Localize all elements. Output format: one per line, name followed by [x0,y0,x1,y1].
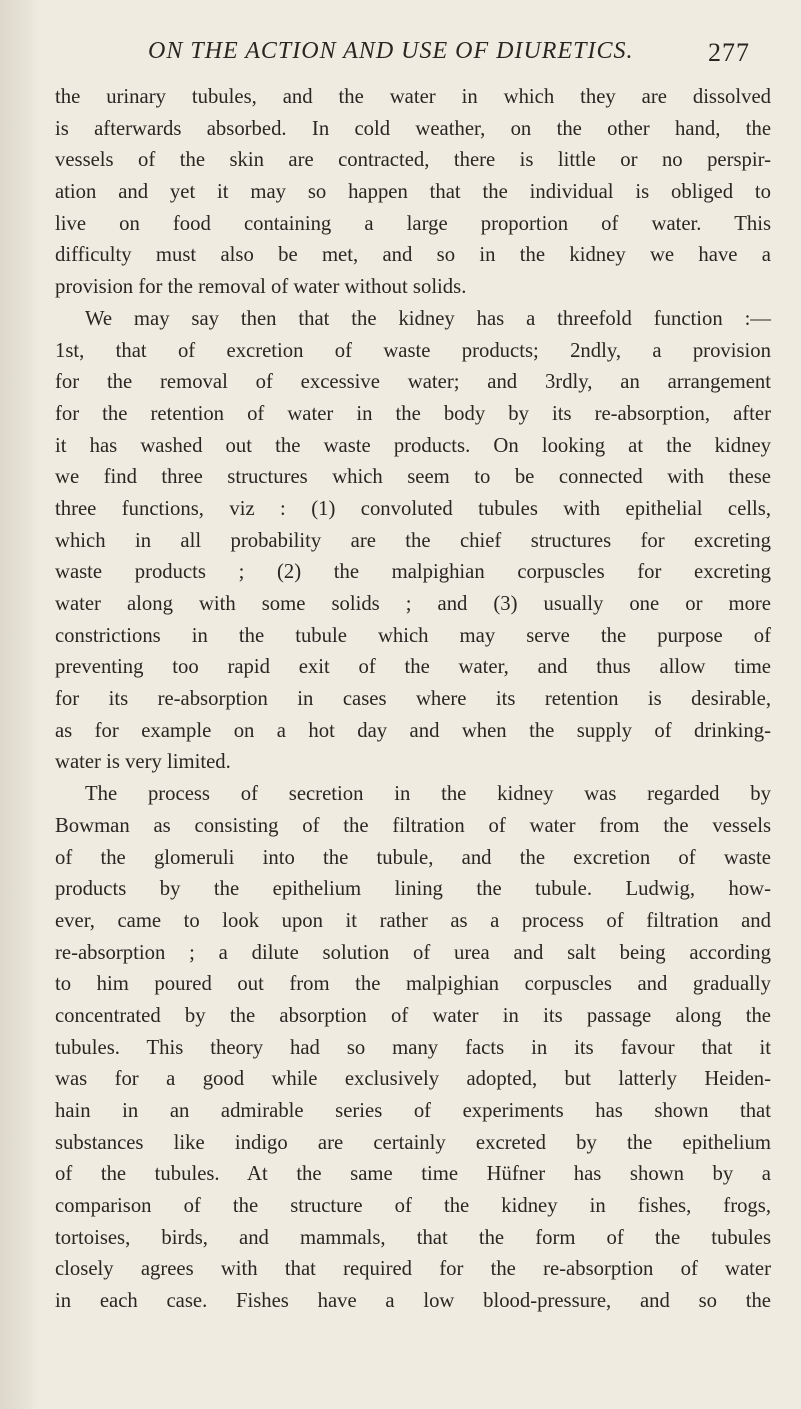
text-line: preventing too rapid exit of the water, and thus allow time [55,656,771,679]
text-line: tubules. This theory had so many facts in its favour that it [55,1036,771,1059]
text-line: comparison of the structure of the kidney in fishes, frogs, [55,1195,771,1218]
text-line: waste products ; (2) the malpighian corpuscles for excreting [55,561,771,584]
text-line: provision for the removal of water without solids. [55,276,467,299]
text-line: products by the epithelium lining the tubule. Ludwig, how- [55,878,771,901]
text-line: it has washed out the waste products. On looking at the kidney [55,434,771,457]
text-line: was for a good while exclusively adopted, but latterly Heiden- [55,1068,771,1091]
running-head-title: ON THE ACTION AND USE OF DIURETICS. [148,38,634,64]
text-line: water along with some solids ; and (3) usually one or more [55,593,771,615]
text-line: vessels of the skin are contracted, there is little or no perspir- [55,149,771,172]
text-line: for the removal of excessive water; and 3rdly, an arrangement [55,371,771,394]
text-line: ation and yet it may so happen that the individual is obliged to [55,181,771,204]
text-line: concentrated by the absorption of water in its passage along the [55,1004,771,1027]
text-line: to him poured out from the malpighian corpuscles and gradually [55,973,771,996]
text-line: we find three structures which seem to be connected with these [55,466,771,489]
text-line: constrictions in the tubule which may serve the purpose of [55,624,771,647]
text-line: re-absorption ; a dilute solution of urea and salt being according [55,941,771,964]
text-line: the urinary tubules, and the water in which they are dissolved [55,86,771,108]
text-line: We may say then that the kidney has a threefold function :— [85,307,771,330]
page-number: 277 [708,38,750,67]
text-line: live on food containing a large proportion of water. This [55,212,771,235]
text-line: Bowman as consisting of the filtration of water from the vessels [55,814,771,837]
text-line: ever, came to look upon it rather as a process of filtration and [55,909,771,932]
text-line: closely agrees with that required for the re-absorption of water [55,1258,771,1281]
text-line: which in all probability are the chief structures for excreting [55,529,771,552]
text-line: for its re-absorption in cases where its retention is desirable, [55,688,771,711]
text-line: of the tubules. At the same time Hüfner has shown by a [55,1163,771,1186]
text-line: as for example on a hot day and when the supply of drinking- [55,719,771,742]
text-line: three functions, viz : (1) convoluted tubules with epithelial cells, [55,497,771,520]
body-text [55,82,771,1318]
text-line: The process of secretion in the kidney was regarded by [85,783,771,806]
text-line: of the glomeruli into the tubule, and the excretion of waste [55,846,771,869]
text-line: 1st, that of excretion of waste products; 2ndly, a provision [55,339,771,362]
page-edge-shadow [0,0,40,1409]
text-line: in each case. Fishes have a low blood-pressure, and so the [55,1290,771,1313]
text-line: substances like indigo are certainly excreted by the epithelium [55,1131,771,1154]
text-line: tortoises, birds, and mammals, that the form of the tubules [55,1226,771,1249]
text-line: water is very limited. [55,751,231,774]
text-line: is afterwards absorbed. In cold weather, on the other hand, the [55,117,771,140]
text-line: hain in an admirable series of experiments has shown that [55,1100,771,1122]
running-head [120,38,750,68]
text-line: difficulty must also be met, and so in the kidney we have a [55,244,771,267]
text-line: for the retention of water in the body by its re-absorption, after [55,402,771,425]
